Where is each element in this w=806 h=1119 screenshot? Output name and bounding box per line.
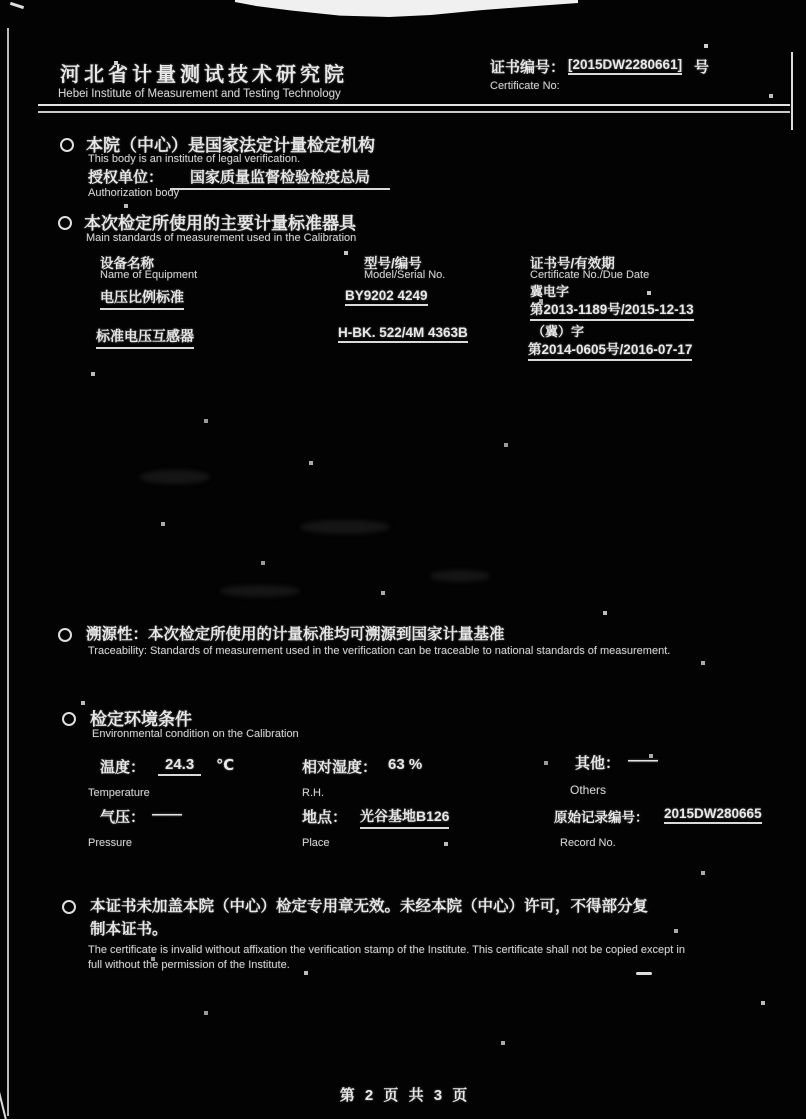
header-divider [38,104,790,113]
col-header-equipment-en: Name of Equipment [100,269,198,281]
legal-body-statement-en: This body is an institute of legal verification. [88,153,301,165]
certificate-no-value: [2015DW2280661] [568,57,682,75]
place-value: 光谷基地B126 [360,806,449,829]
equipment-row-model: H-BK. 522/4M 4363B [338,325,468,343]
place-label: 地点： [302,809,348,826]
authorization-value: 国家质量监督检验检疫总局 [170,166,390,190]
temperature-label: 温度： [100,759,146,776]
authorization-label-en: Authorization body [88,187,180,199]
equipment-row-cert-number: 第2014-0605号/2016-07-17 [528,338,692,361]
equipment-row-cert-prefix: 冀电字 [530,284,570,299]
bullet-circle-icon [62,712,76,726]
certificate-no-label-en: Certificate No: [490,80,560,92]
scan-noise-dash [636,972,652,975]
equipment-row-cert-prefix: （冀）字 [532,324,585,339]
page-number: 第 2 页 共 3 页 [339,1087,471,1104]
scan-edge-line-left [7,28,9,1116]
equipment-row-name: 标准电压互感器 [96,326,194,349]
others-label-en: Others [570,783,607,797]
record-no-label-en: Record No. [560,837,616,849]
notice-text-line2: 制本证书。 [90,921,168,938]
temperature-unit: ℃ [216,757,235,774]
scan-smudge [430,570,490,582]
equipment-row-name: 电压比例标准 [100,287,184,310]
environment-title: 检定环境条件 [90,710,192,729]
scan-noise-color-specks [0,0,2,2]
traceability-statement-en: Traceability: Standards of measurement used in the verification can be traceable to national standards of measurement. [88,645,671,657]
legal-body-statement: 本院（中心）是国家法定计量检定机构 [86,136,375,155]
col-header-model-en: Model/Serial No. [364,269,446,281]
institute-title-en: Hebei Institute of Measurement and Testing Technology [58,88,341,100]
col-header-model: 型号/编号 [364,256,422,271]
record-no-label: 原始记录编号： [554,810,649,825]
pressure-label-en: Pressure [88,837,133,849]
notice-text-line1: 本证书未加盖本院（中心）检定专用章无效。未经本院（中心）许可，不得部分复 [90,898,649,915]
authorization-label: 授权单位： [88,169,164,186]
standards-title-en: Main standards of measurement used in the Calibration [86,232,357,244]
certificate-no-suffix: 号 [694,59,710,76]
certificate-no-label: 证书编号： [490,59,566,76]
equipment-row-model: BY9202 4249 [345,288,428,306]
scan-edge-line-right [791,52,793,130]
environment-title-en: Environmental condition on the Calibration [92,728,299,740]
others-label: 其他： [575,755,621,772]
pressure-value: —— [152,806,182,823]
scan-edge-artifact-topleft [10,2,24,9]
bullet-circle-icon [58,628,72,642]
temperature-label-en: Temperature [88,787,150,799]
scan-smudge [300,520,390,534]
col-header-equipment: 设备名称 [100,256,154,271]
place-label-en: Place [302,837,330,849]
traceability-statement: 溯源性：本次检定所使用的计量标准均可溯源到国家计量基准 [86,626,505,643]
bullet-circle-icon [58,216,72,230]
record-no-value: 2015DW280665 [664,806,762,824]
humidity-label-en: R.H. [302,787,324,799]
scan-edge-artifact-top [228,0,578,17]
notice-text-en-line1: The certificate is invalid without affixation the verification stamp of the Institute. This certificate shall not be copied except in [88,944,685,956]
bullet-circle-icon [62,900,76,914]
institute-title: 河北省计量测试技术研究院 [60,64,348,86]
humidity-value: 63 % [388,756,423,773]
others-value: —— [628,752,658,769]
col-header-certno: 证书号/有效期 [530,256,615,271]
col-header-certno-en: Certificate No./Due Date [530,269,650,281]
pressure-label: 气压： [100,809,146,826]
standards-title: 本次检定所使用的主要计量标准器具 [84,214,356,233]
humidity-label: 相对湿度： [302,759,378,776]
scan-smudge [220,585,300,597]
bullet-circle-icon [60,138,74,152]
temperature-value: 24.3 [158,756,201,776]
scan-smudge [140,470,210,484]
notice-text-en-line2: full without the permission of the Institute. [88,959,290,971]
equipment-row-cert-number: 第2013-1189号/2015-12-13 [530,298,694,321]
